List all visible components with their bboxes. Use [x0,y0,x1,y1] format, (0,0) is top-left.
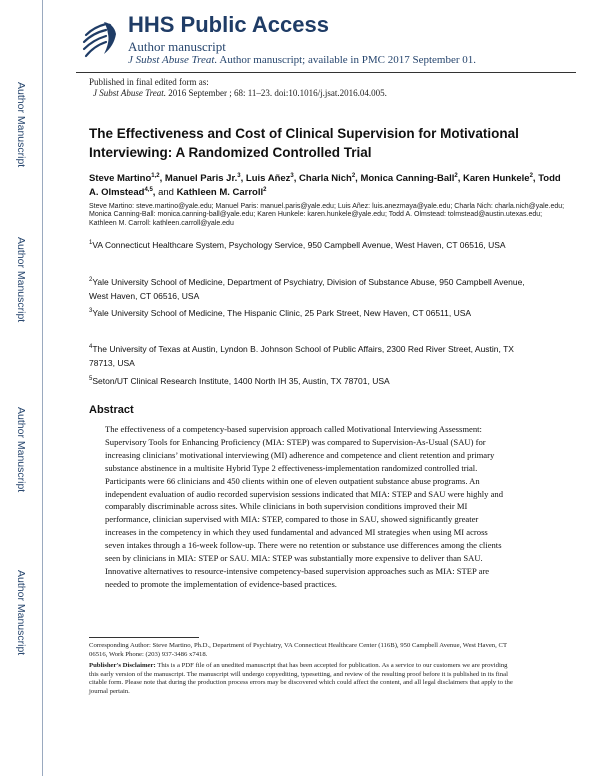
hhs-title: HHS Public Access [128,12,329,37]
affiliation: $^2$Yale University School of Medicine, Department of Psychiatry, Division of Substance Abuse, 950 Campbell Avenue, West Haven, CT 06516, USA [89,277,525,301]
hhs-header [76,12,576,72]
sidebar-label: Author Manuscript [15,82,27,168]
citation-journal: J Subst Abuse Treat. [93,88,167,98]
citation-details: 2016 September ; 68: 11–23. doi:10.1016/j.jsat.2016.04.005. [168,88,387,98]
published-label: Published in final edited form as: [89,77,209,87]
author-emails: Steve Martino: steve.martino@yale.edu; Manuel Paris: manuel.paris@yale.edu; Luis Añez: luis.anezmaya@yale.edu; Charla Nich: charla.nich@yale.edu; Monica Canning-Ball: monica.canning-ball@yale.edu; Karen Hunkele: karen.hunkele@yale.edu; Todd A. Olmstead: tolmstead@austin.utexas.edu; Kathleen M. Carroll: kathleen.carroll@yale.edu [89,203,565,227]
journal-availability-line [128,54,476,66]
author: Manuel Paris Jr.$^3$ [164,172,241,184]
abstract-heading: Abstract [89,404,134,416]
corresponding-author-note: Corresponding Author: Steve Martino, Ph.D., Department of Psychiatry, VA Connecticut Healthcare Center (116B), 950 Campbell Avenue, West Haven, CT 06516, Work Phone: (203) 937-3486 x7418. [89,642,507,658]
citation [89,88,387,99]
sidebar-label: Author Manuscript [15,407,27,493]
author: Charla Nich$^2$ [299,172,356,184]
affiliation: $^4$The University of Texas at Austin, Lyndon B. Johnson School of Public Affairs, 2300 Red River Street, Austin, TX 78713, USA [89,344,514,368]
availability-text: Author manuscript; available in PMC 2017 September 01. [219,54,477,66]
hhs-eagle-logo-icon [76,16,124,62]
author-manuscript-label: Author manuscript [128,39,226,54]
and-word: and [158,187,174,198]
affiliation: $^5$Seton/UT Clinical Research Institute, 1400 North IH 35, Austin, TX 78701, USA [89,376,390,386]
author: Kathleen M. Carroll$^2$ [176,186,267,198]
sidebar-label: Author Manuscript [15,237,27,323]
author-list: Steve Martino$^{1,2}$, Manuel Paris Jr.$^3$, Luis Añez$^3$, Charla Nich$^2$, Monica Canning-Ball$^2$, Karen Hunkele$^2$, Todd A. Olmstead$^{4,5}$, and Kathleen M. Carroll$^2$ [89,172,561,198]
author: Luis Añez$^3$ [245,172,294,184]
affiliation: $^1$VA Connecticut Healthcare System, Psychology Service, 950 Campbell Avenue, West Haven, CT 06516, USA [89,240,506,250]
author: Karen Hunkele$^2$ [463,172,533,184]
published-in-block [89,77,387,99]
footnote-rule [89,637,199,638]
header-rule [76,72,576,73]
author: Steve Martino$^{1,2}$ [89,172,160,184]
affiliation: $^3$Yale University School of Medicine, The Hispanic Clinic, 25 Park Street, New Haven, CT 06511, USA [89,308,472,318]
publisher-disclaimer [89,662,517,696]
author-manuscript-sidebar [0,0,42,776]
sidebar-label: Author Manuscript [15,570,27,656]
disclaimer-text: This is a PDF file of an unedited manuscript that has been accepted for publication. As a service to our customers we are providing this early version of the manuscript. The manuscript will undergo copyediting, typesetting, and review of the resulting proof before it is published in its final citable form. Please note that during the production process errors may be discovered which could affect the content, and all legal disclaimers that apply to the journal pertain. [89,662,513,695]
author: Todd A. Olmstead$^{4,5}$ [89,173,561,198]
journal-name: J Subst Abuse Treat. [128,54,218,66]
article-title: The Effectiveness and Cost of Clinical Supervision for Motivational Interviewing: A Randomized Controlled Trial [89,126,519,160]
author: Monica Canning-Ball$^2$ [360,172,458,184]
sidebar-divider [42,0,43,776]
abstract-text: The effectiveness of a competency-based supervision approach called Motivational Interviewing Assessment: Supervisory Tools for Enhancing Proficiency (MIA: STEP) was compared to Supervision-As-Usual (SAU) for increasing clinicians’ motivational interviewing (MI) adherence and competence and client retention and primary substance abstinence in a multisite Hybrid Type 2 effectiveness-implementation randomized controlled trial. Participants were 66 clinicians and 450 clients within one of eleven outpatient substance abuse programs. An independent evaluation of audio recorded supervision sessions indicated that MIA: STEP and SAU were highly and comparably discriminable across sites. While clinicians in both supervision conditions improved their MI performance, clinician supervised with MIA: STEP, compared to those in SAU, showed significantly greater increases in the competency in which they used fundamental and advanced MI strategies when using MI across seven intakes through a 16-week follow-up. There were no retention or substance use differences among the clients seen by clinicians in MIA: STEP or SAU. MIA: STEP was substantially more expensive to deliver than SAU. Innovative alternatives to resource-intensive competency-based supervision approaches such as MIA: STEP are needed to promote the implementation of evidence-based practices. [105,424,504,589]
disclaimer-label: Publisher's Disclaimer: [89,662,156,669]
